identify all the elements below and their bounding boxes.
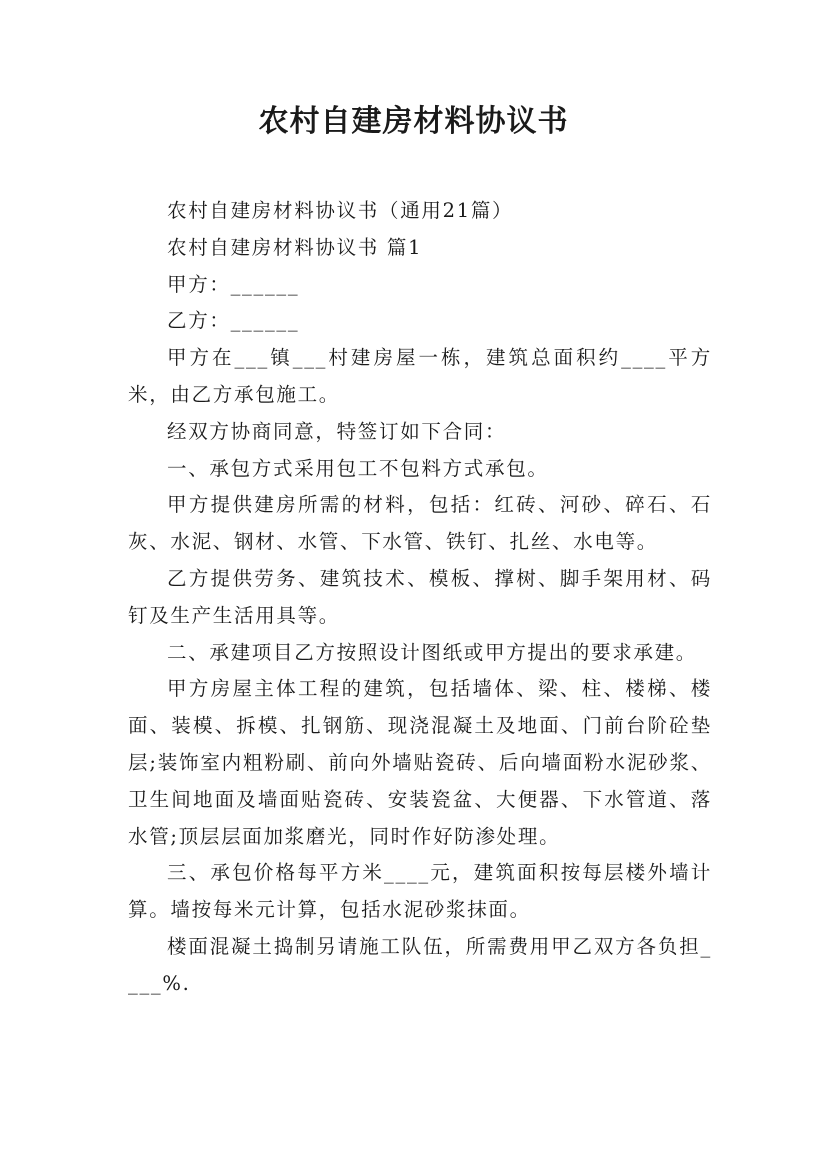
paragraph-party-b-labor: 乙方提供劳务、建筑技术、模板、撑树、脚手架用材、码钉及生产生活用具等。	[128, 566, 712, 627]
paragraph-main-works: 甲方房屋主体工程的建筑，包括墙体、梁、柱、楼梯、楼面、装模、拆模、扎钢筋、现浇混凝土及地面、门前台阶砼垫层;装饰室内粗粉刷、前向外墙贴瓷砖、后向墙面粉水泥砂浆、卫生间地面及墙面贴瓷砖、安装瓷盆、大便器、下水管道、落水管;顶层层面加浆磨光，同时作好防渗处理。	[128, 677, 712, 848]
paragraph-concrete-cost: 楼面混凝土捣制另请施工队伍，所需费用甲乙双方各负担____%.	[128, 934, 712, 995]
paragraph-party-a: 甲方：______	[167, 272, 300, 296]
paragraph-subtitle: 农村自建房材料协议书（通用21篇）	[167, 199, 514, 222]
paragraph-agreement-intro: 经双方协商同意，特签订如下合同：	[167, 419, 507, 443]
paragraph-section-heading: 农村自建房材料协议书 篇1	[167, 235, 423, 259]
document-title: 农村自建房材料协议书	[258, 104, 569, 139]
paragraph-clause-3: 三、承包价格每平方米____元，建筑面积按每层楼外墙计算。墙按每米元计算，包括水泥砂浆抹面。	[128, 861, 712, 922]
paragraph-building-info: 甲方在___镇___村建房屋一栋，建筑总面积约____平方米，由乙方承包施工。	[128, 346, 712, 406]
paragraph-party-a-materials: 甲方提供建房所需的材料，包括：红砖、河砂、碎石、石灰、水泥、钢材、水管、下水管、铁钉、扎丝、水电等。	[128, 493, 712, 554]
paragraph-party-b: 乙方：______	[167, 309, 300, 333]
paragraph-clause-1: 一、承包方式采用包工不包料方式承包。	[167, 456, 549, 480]
document-body	[128, 193, 712, 1003]
paragraph-clause-2: 二、承建项目乙方按照设计图纸或甲方提出的要求承建。	[167, 640, 698, 664]
